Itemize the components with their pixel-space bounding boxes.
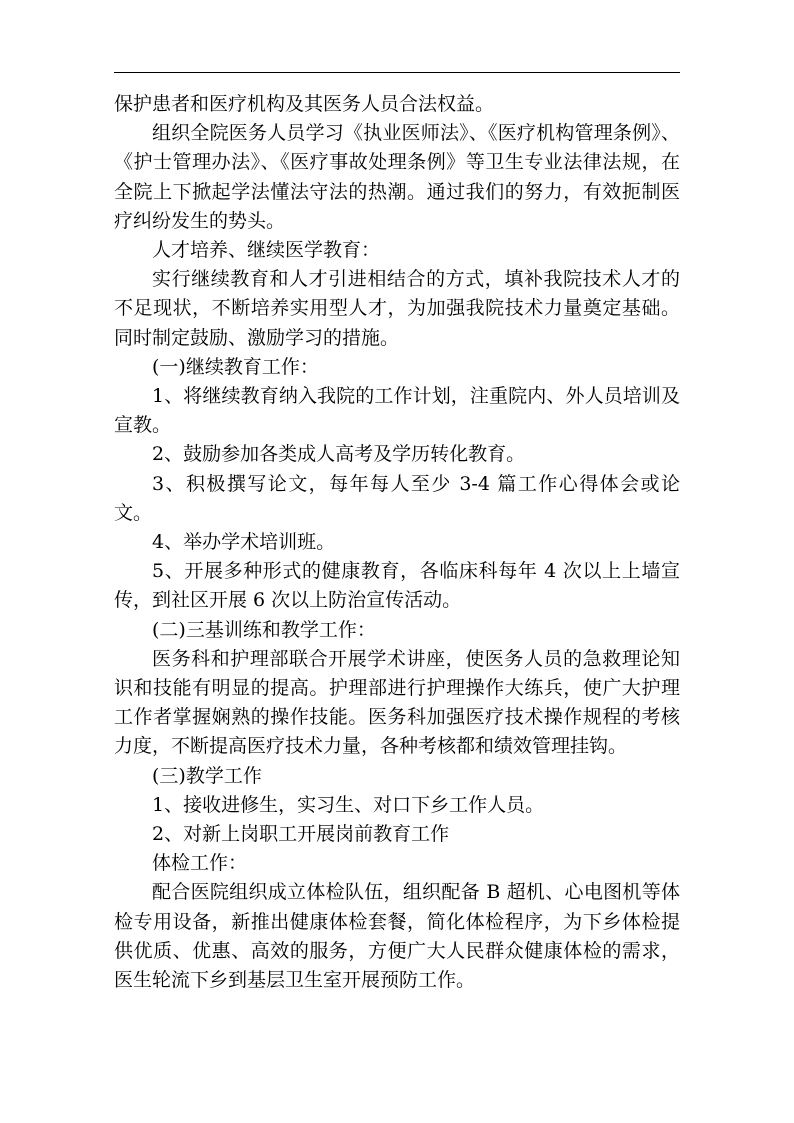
list-item: 5、开展多种形式的健康教育，各临床科每年 4 次以上上墙宣传，到社区开展 6 次以上防治宣传活动。 [114, 560, 680, 612]
paragraph: 保护患者和医疗机构及其医务人员合法权益。 [114, 93, 495, 115]
section-heading: (三)教学工作 [152, 764, 262, 787]
paragraph: 组织全院医务人员学习《执业医师法》、《医疗机构管理条例》、《护士管理办法》、《医疗事故处理条例》等卫生专业法律法规，在全院上下掀起学法懂法守法的热潮。通过我们的努力，有效扼制医疗纠纷发生的势头。 [114, 122, 680, 232]
paragraph: 配合医院组织成立体检队伍，组织配备 B 超机、心电图机等体检专用设备，新推出健康体检套餐，简化体检程序，为下乡体检提供优质、优惠、高效的服务，方便广大人民群众健康体检的需求，医生轮流下乡到基层卫生室开展预防工作。 [114, 881, 680, 992]
paragraph: 实行继续教育和人才引进相结合的方式，填补我院技术人才的不足现状，不断培养实用型人才，为加强我院技术力量奠定基础。同时制定鼓励、激励学习的措施。 [114, 268, 680, 349]
section-heading: (二)三基训练和教学工作： [152, 618, 376, 641]
section-heading: 人才培养、继续医学教育： [152, 239, 381, 262]
document-body [114, 90, 680, 995]
section-heading: 体检工作： [152, 852, 248, 875]
list-item: 2、对新上岗职工开展岗前教育工作 [152, 823, 450, 846]
list-item: 2、鼓励参加各类成人高考及学历转化教育。 [152, 443, 526, 466]
list-item: 4、举办学术培训班。 [152, 531, 336, 554]
paragraph: 医务科和护理部联合开展学术讲座，使医务人员的急救理论知识和技能有明显的提高。护理部进行护理操作大练兵，使广大护理工作者掌握娴熟的操作技能。医务科加强医疗技术操作规程的考核力度，不断提高医疗技术力量，各种考核都和绩效管理挂钩。 [114, 647, 680, 758]
list-item: 3、积极撰写论文，每年每人至少 3-4 篇工作心得体会或论文。 [114, 472, 680, 524]
section-heading: (一)继续教育工作： [152, 355, 319, 378]
header-rule [114, 72, 680, 73]
list-item: 1、接收进修生，实习生、对口下乡工作人员。 [152, 793, 545, 816]
list-item: 1、将继续教育纳入我院的工作计划，注重院内、外人员培训及宣教。 [114, 385, 680, 437]
